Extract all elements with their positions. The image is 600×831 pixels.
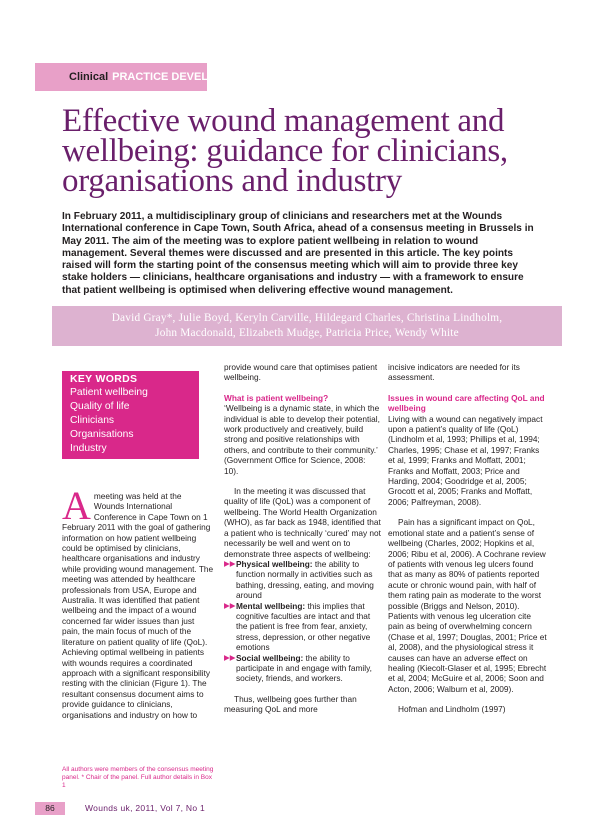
bullet-term: Physical wellbeing: [236,558,313,569]
keywords-title: KEY WORDS [70,373,138,385]
title-line: Effective wound management and [62,103,505,139]
section-tab [35,63,256,91]
bullet-arrow-icon: ▶▶ [224,600,236,610]
keyword-item: Patient wellbeing [70,387,148,398]
body-column-1 [62,483,214,720]
page-number: 86 [35,802,65,815]
journal-citation: Wounds uk, 2011, Vol 7, No 1 [85,803,206,813]
section-heading: What is patient wellbeing? [224,392,329,403]
paragraph: provide wound care that optimises patient wellbeing. [224,362,378,383]
authors-line: John Macdonald, Elizabeth Mudge, Patricia Price, Wendy White [155,327,459,339]
body-column-2 [224,362,382,715]
bullet-text: the ability to participate in and engage with family, society, friends, and workers. [236,652,372,684]
keywords-list [70,386,148,456]
page-footer [35,802,295,815]
keyword-item: Industry [70,443,107,454]
bullet-arrow-icon: ▶▶ [224,558,236,568]
keyword-item: Quality of life [70,401,130,412]
bullet-item [224,653,382,684]
paragraph: Living with a wound can negatively impact upon a patient’s quality of life (QoL) (Lindholm et al, 1993; Phillips et al, 1994; Charles, 1995; Chase et al, 1997; Franks et al, 1999; Franks and Moffatt, 2001; Franks and Moffatt, 2003; Price and Harding, 2004; Goodridge et al, 2005; Grocott et al, 2005; Franks and Moffatt, 2006; Palfreyman, 2008). [388,413,543,507]
bullet-term: Mental wellbeing: [236,600,306,611]
title-line: organisations and industry [62,163,402,199]
paragraph: meeting was held at the Wounds International Conference in Cape Town on 1 February 2011 with the goal of gathering information on how patient wellbeing could be optimised by clinicians, healthcare organisations and industry while providing wound management. The meeting was attended by healthcare professionals from USA, Europe and Australia. It was identified that patient wellbeing and the impact of a wound concerned far wider issues than just pain, the main focus of much of the literature on patient quality of life (QoL). Achieving optimal wellbeing in patients with wounds requires a coordinated approach with a significant responsibility resting with the clinician (Figure 1). The resultant consensus document aims to provide guidance to clinicians, organisations and industry on how to [62,491,214,720]
bullet-text: this implies that cognitive faculties are intact and that the patient is free from fear, anxiety, stress, depression, or other negative emotions [236,600,371,653]
paragraph: Hofman and Lindholm (1997) [398,704,506,715]
keyword-item: Clinicians [70,415,115,426]
author-note: All authors were members of the consensus meeting panel. * Chair of the panel. Full author details in Box 1 [62,766,214,789]
section-label: Clinical [69,71,109,83]
drop-cap: A [62,483,91,528]
bullet-item [224,601,382,653]
bullet-text: the ability to function normally in activities such as bathing, dressing, eating, and moving around [236,558,374,601]
keyword-item: Organisations [70,429,134,440]
paragraph: Thus, wellbeing goes further than measuring QoL and more [224,693,357,715]
paragraph: In the meeting it was discussed that quality of life (QoL) was a component of wellbeing. The World Health Organization (WHO), as far back as 1948, identified that a patient who is technically ‘cured’ may not necessarily be well and went on to demonstrate three aspects of wellbeing: [224,486,381,559]
title-line: wellbeing: guidance for clinicians, [62,133,508,169]
paragraph: Pain has a significant impact on QoL, emotional state and a patient’s sense of wellbeing (Charles, 2002; Hopkins et al, 2006; Ribu et al, 2006). A Cochrane review of patients with venous leg ulcers found that as many as 80% of patients reported acute or chronic wound pain, with half of them rating pain as moderate to the worst possible (Briggs and Nelson, 2010). Patients with venous leg ulceration cite pain as being of overwhelming concern (Chase et al, 1997; Douglas, 2001; Price et al, 2008), and the physiological stress it causes can have an adverse effect on healing (Kiecolt-Glaser et al, 1995; Ebrecht et al, 2004; McGuire et al, 2006; Soon and Acton, 2006; Walburn et al, 2009). [388,517,547,694]
body-column-3 [388,362,548,715]
paragraph: incisive indicators are needed for its assessment. [388,362,520,383]
article-title [62,103,562,199]
section-heading: Issues in wound care affecting QoL and wellbeing [388,392,545,414]
subsection-label: PRACTICE DEVELOPMENT [112,71,256,83]
bullet-item [224,559,382,601]
authors-line: David Gray*, Julie Boyd, Keryln Carville, Hildegard Charles, Christina Lindholm, [111,312,503,324]
bullet-arrow-icon: ▶▶ [224,652,236,662]
bullet-term: Social wellbeing: [236,652,304,663]
intro-standfirst: In February 2011, a multidisciplinary group of clinicians and researchers met at the Wounds International conference in Cape Town, South Africa, ahead of a consensus meeting in Brussels in May 2011. The aim of the meeting was to explore patient wellbeing in relation to wound management. Several themes were discussed and are presented in this article. The key points raised will form the starting point of the consensus meeting which will aim to provide three key stake holders — clinicians, healthcare organisations and industry — with a framework to ensure that patient wellbeing is optimised when delivering effective wound management. [62,211,534,296]
authors [52,311,562,341]
paragraph: ‘Wellbeing is a dynamic state, in which the individual is able to develop their potential, work productively and creatively, build strong and positive relationships with others, and contribute to their community.’ (Government Office for Science, 2008: 10). [224,403,380,476]
keywords-box [62,371,199,459]
